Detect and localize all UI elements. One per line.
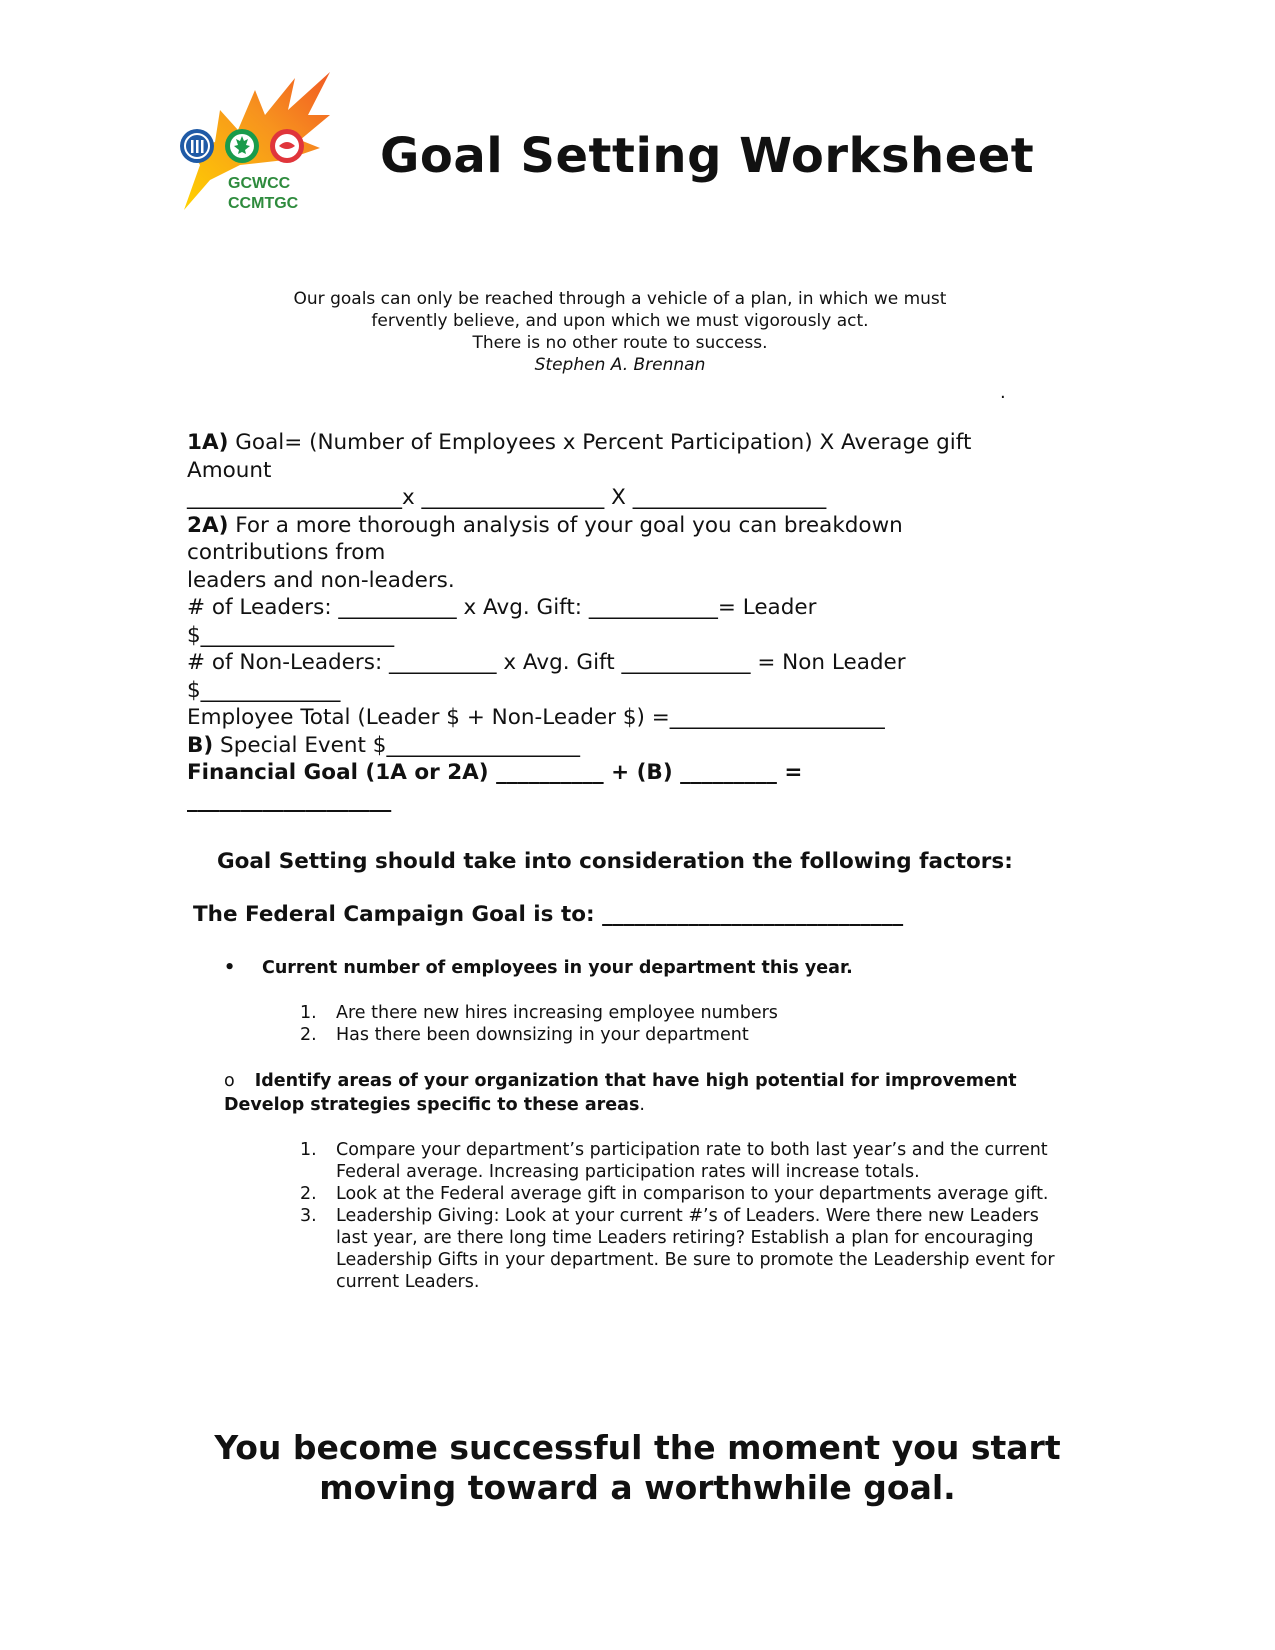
page-title: Goal Setting Worksheet — [380, 128, 1035, 184]
list-item — [300, 1024, 1060, 1046]
list-text: Leadership Giving: Look at your current #’s of Leaders. Were there new Leaders last year, are there long time Leaders retiring? Establish a plan for encouraging Leadership Gifts in your department. Be sure to promote the Leadership event for current Leaders. — [336, 1206, 1055, 1292]
employee-total-line[interactable]: Employee Total (Leader $ + Non-Leader $) =____________________ — [187, 705, 885, 730]
identify-period: . — [639, 1095, 645, 1115]
financial-goal-blank[interactable]: ___________________ — [187, 787, 392, 813]
non-leader-dollar-blank[interactable]: $_____________ — [187, 677, 341, 703]
identify-line2 — [224, 1093, 1104, 1117]
logo-circle-red-icon — [270, 129, 304, 163]
list-text: Has there been downsizing in your department — [336, 1025, 749, 1045]
label-2a: 2A) — [187, 512, 229, 538]
logo-circle-blue-icon — [180, 129, 214, 163]
quote-line: Our goals can only be reached through a vehicle of a plan, in which we must — [293, 289, 947, 309]
circle-bullet-icon: o — [224, 1071, 235, 1091]
special-event-line[interactable] — [187, 732, 1067, 760]
bullet-icon: • — [224, 958, 236, 978]
formula-2a-text: For a more thorough analysis of your goal you can breakdown — [228, 512, 903, 538]
formula-line: contributions from — [187, 540, 386, 565]
employee-factors-list — [300, 1002, 1060, 1046]
financial-goal-line[interactable]: Financial Goal (1A or 2A) __________ + (B) _________ = — [187, 760, 803, 785]
bullet-text: Current number of employees in your department this year. — [262, 958, 853, 978]
identify-areas-block — [224, 1069, 1104, 1117]
gcwcc-logo — [180, 70, 340, 220]
special-event-text: Special Event $__________________ — [213, 732, 580, 758]
quote-author: Stephen A. Brennan — [534, 355, 706, 375]
list-number: 1. — [300, 1003, 317, 1023]
leader-dollar-blank[interactable]: $__________________ — [187, 622, 395, 648]
formula-line: Amount — [187, 457, 272, 483]
list-number: 2. — [300, 1025, 317, 1045]
logo-circle-maple-icon — [225, 129, 259, 163]
formula-2a — [187, 512, 1067, 540]
quote-block — [230, 288, 1010, 376]
list-text: Look at the Federal average gift in comparison to your departments average gift. — [336, 1184, 1049, 1204]
quote-line: There is no other route to success. — [472, 333, 768, 353]
identify-line1 — [224, 1069, 1104, 1093]
label-1a: 1A) — [187, 430, 229, 455]
list-text: Are there new hires increasing employee numbers — [336, 1003, 778, 1023]
list-number: 3. — [300, 1206, 317, 1226]
logo-text-line1: GCWCC — [228, 175, 291, 192]
stray-dot: . — [1000, 382, 1006, 403]
list-item — [300, 1002, 1060, 1024]
list-item — [300, 1139, 1060, 1183]
identify-text: Identify areas of your organization that have high potential for improvement — [254, 1071, 1017, 1091]
closing-line: moving toward a worthwhile goal. — [319, 1468, 956, 1507]
factors-heading: Goal Setting should take into consideration the following factors: — [217, 849, 1013, 874]
formula-1a-text: Goal= (Number of Employees x Percent Participation) X Average gift — [228, 430, 972, 455]
list-item — [300, 1205, 1060, 1293]
identify-text-2: Develop strategies specific to these areas — [224, 1095, 640, 1115]
formula-line: leaders and non-leaders. — [187, 567, 455, 593]
list-number: 2. — [300, 1184, 317, 1204]
list-text: Compare your department’s participation rate to both last year’s and the current Federal average. Increasing participation rates will increase totals. — [336, 1140, 1048, 1182]
formula-blanks-1a[interactable]: ____________________x _________________ X __________________ — [187, 485, 827, 510]
goal-formula-section — [187, 429, 1067, 814]
logo-text-line2: CCMTGC — [228, 195, 299, 212]
non-leaders-line[interactable]: # of Non-Leaders: __________ x Avg. Gift ____________ = Non Leader — [187, 650, 906, 675]
quote-line: fervently believe, and upon which we must vigorously act. — [371, 311, 869, 331]
federal-goal-line[interactable]: The Federal Campaign Goal is to: ____________________________ — [193, 902, 904, 927]
closing-quote — [100, 1428, 1175, 1508]
leaders-line[interactable]: # of Leaders: ___________ x Avg. Gift: ____________= Leader — [187, 595, 817, 620]
closing-line: You become successful the moment you start — [214, 1428, 1061, 1467]
improvement-list — [300, 1139, 1060, 1293]
label-b: B) — [187, 732, 214, 758]
list-number: 1. — [300, 1140, 317, 1160]
list-item — [300, 1183, 1060, 1205]
formula-1a — [187, 429, 1067, 457]
